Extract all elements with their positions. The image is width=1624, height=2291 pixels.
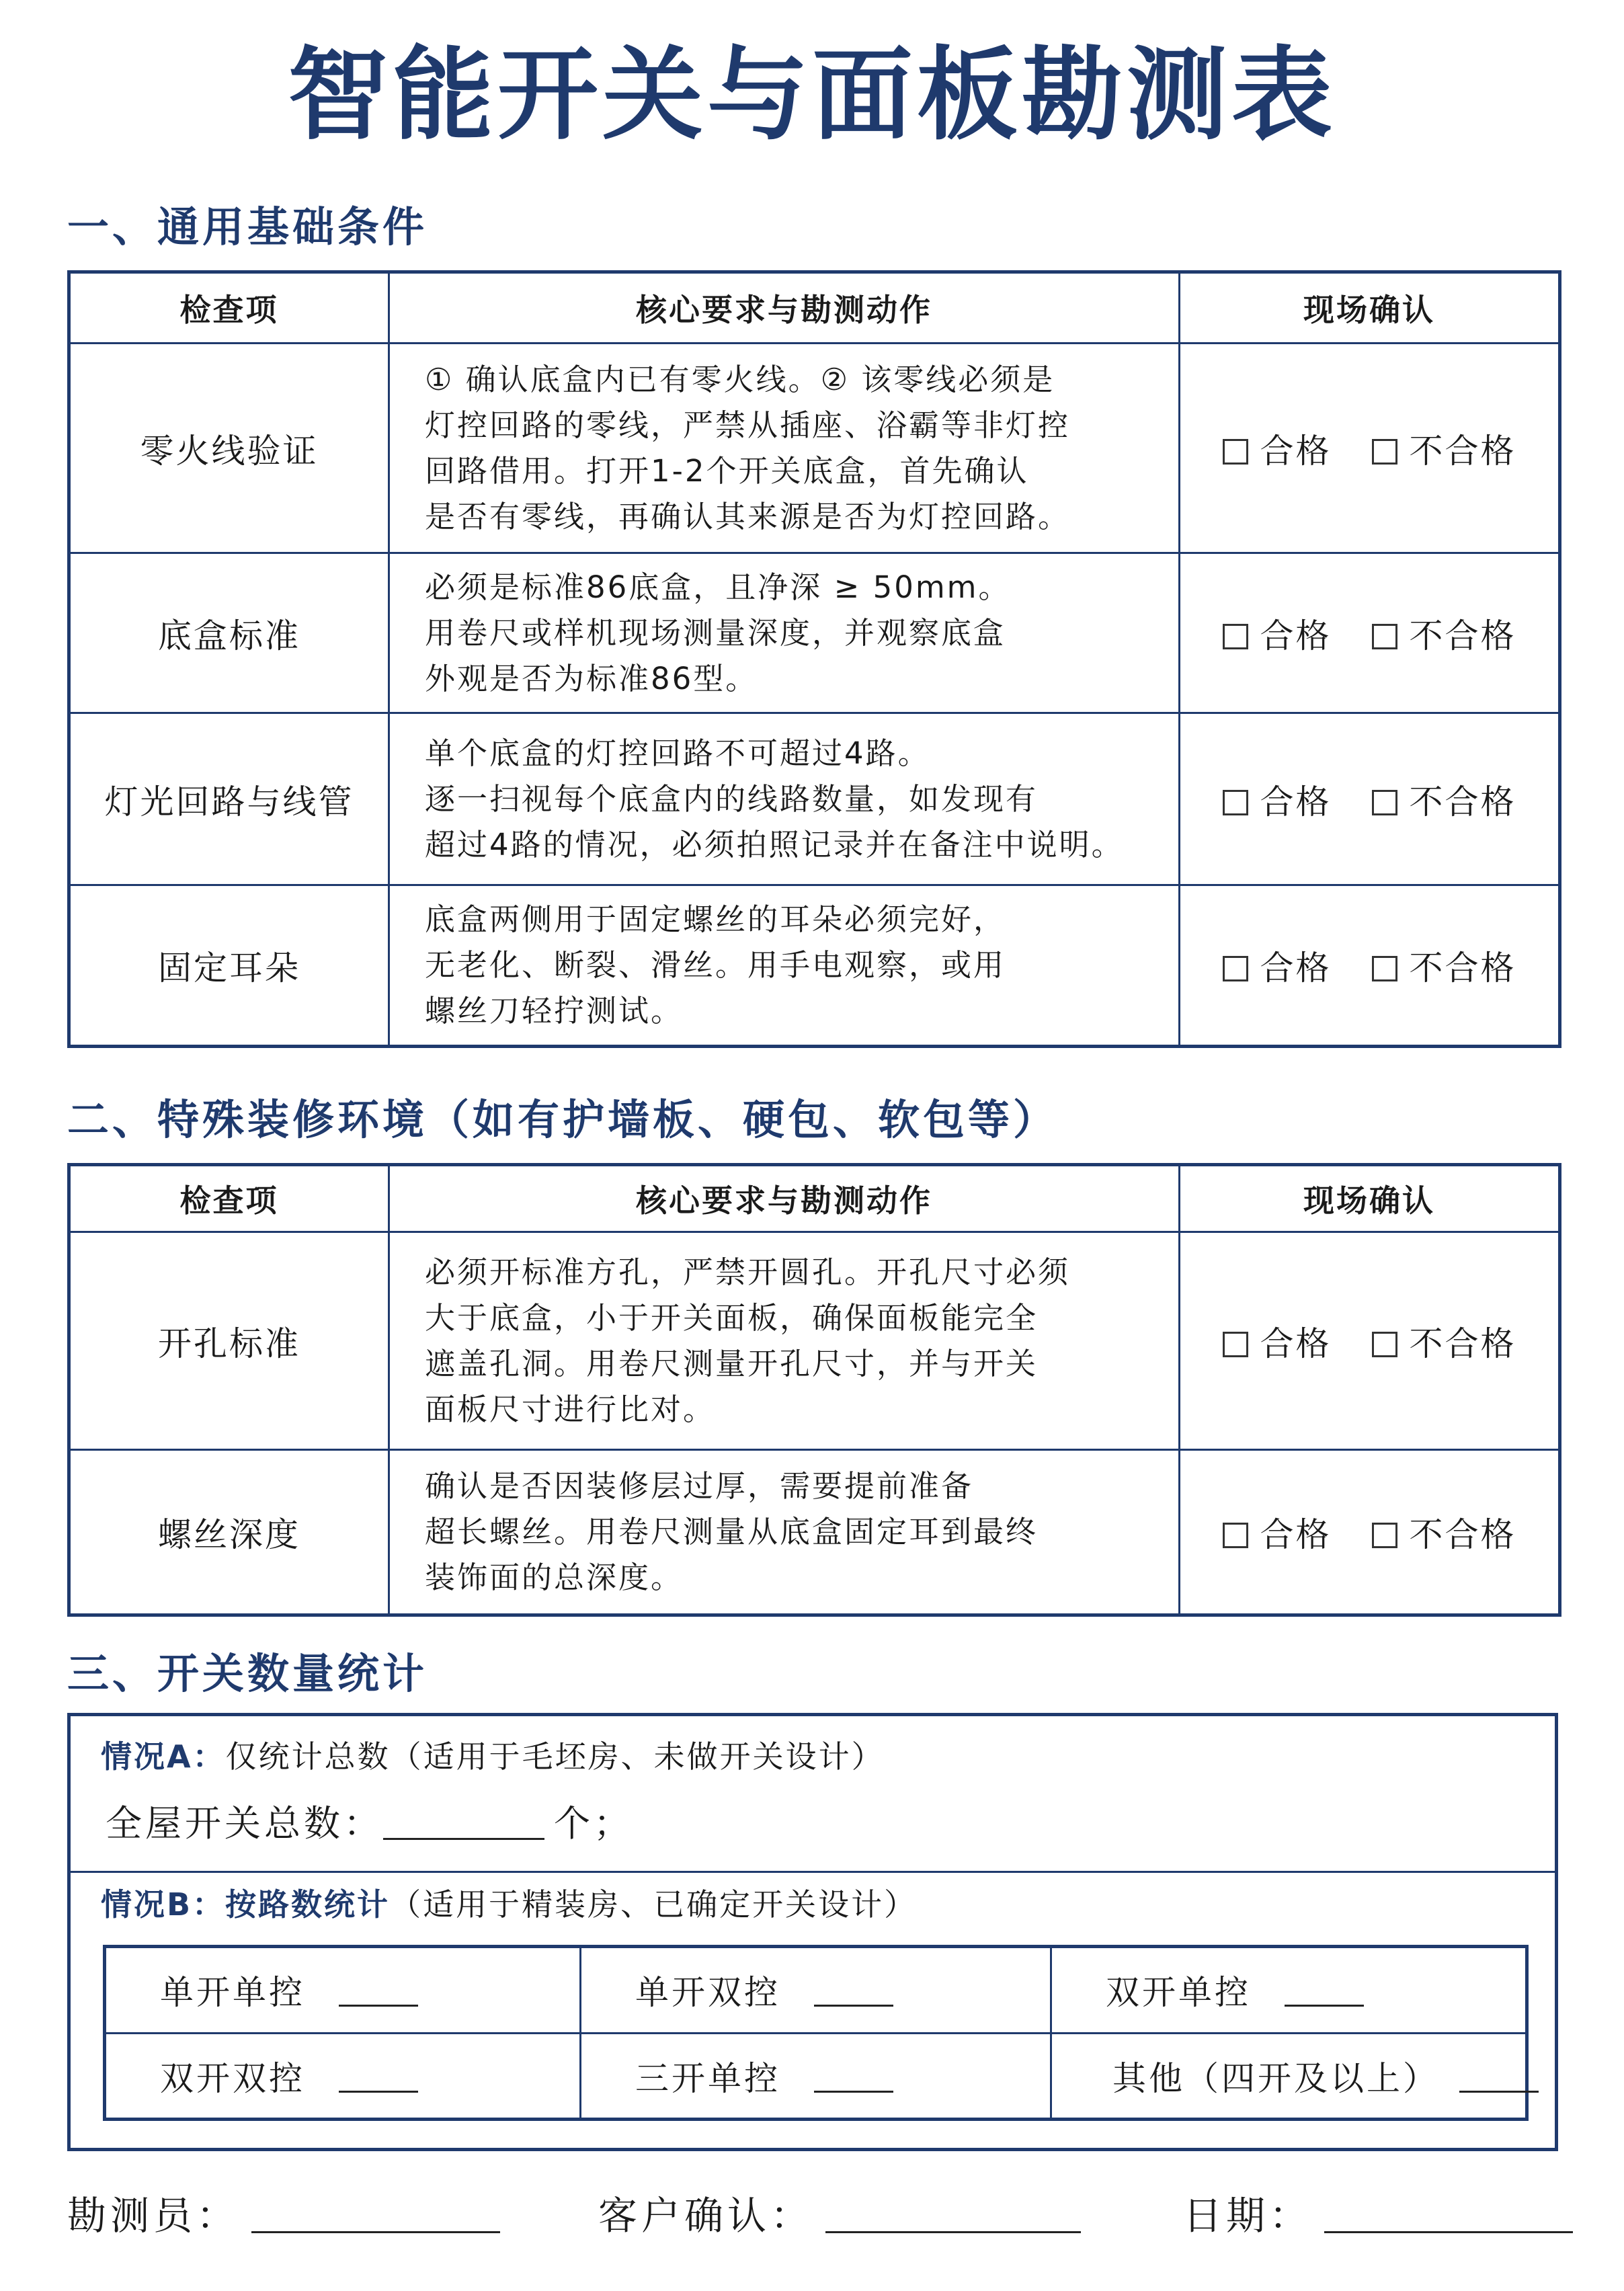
case-a-text: 仅统计总数（适用于毛坯房、未做开关设计） bbox=[225, 1738, 885, 1775]
header-item: 检查项 bbox=[69, 272, 389, 344]
checkbox-icon bbox=[1223, 624, 1248, 649]
section3-heading: 三、开关数量统计 bbox=[67, 1649, 428, 1698]
count-input[interactable] bbox=[1285, 2005, 1364, 2007]
count-row bbox=[105, 1947, 1527, 2034]
header-desc: 核心要求与勘测动作 bbox=[389, 272, 1180, 344]
total-count-line bbox=[106, 1800, 633, 1847]
fail-checkbox[interactable]: 不合格 bbox=[1372, 1317, 1516, 1365]
count-cell: 双开双控 bbox=[105, 2033, 581, 2120]
count-input[interactable] bbox=[1459, 2091, 1539, 2093]
checkbox-icon bbox=[1223, 956, 1248, 981]
count-cell: 三开单控 bbox=[581, 2033, 1051, 2120]
check-item: 螺丝深度 bbox=[69, 1450, 389, 1615]
checkbox-icon bbox=[1372, 624, 1397, 649]
pass-checkbox[interactable]: 合格 bbox=[1223, 1508, 1332, 1556]
count-input[interactable] bbox=[814, 2091, 893, 2093]
fail-checkbox[interactable]: 不合格 bbox=[1372, 1508, 1516, 1556]
date-input[interactable] bbox=[1324, 2231, 1573, 2233]
total-count-input[interactable] bbox=[383, 1838, 544, 1840]
table-row bbox=[69, 553, 1560, 713]
checkbox-icon bbox=[1372, 790, 1397, 815]
total-count-suffix: 个； bbox=[554, 1802, 633, 1845]
surveyor-input[interactable] bbox=[251, 2231, 500, 2233]
count-input[interactable] bbox=[339, 2005, 418, 2007]
pass-checkbox[interactable]: 合格 bbox=[1223, 775, 1332, 823]
count-cell: 单开单控 bbox=[105, 1947, 581, 2034]
header-confirm: 现场确认 bbox=[1180, 272, 1560, 344]
checkbox-icon bbox=[1372, 439, 1397, 465]
checkbox-icon bbox=[1223, 439, 1248, 465]
checkbox-icon bbox=[1372, 1523, 1397, 1548]
checkbox-icon bbox=[1223, 1332, 1248, 1357]
pass-checkbox[interactable]: 合格 bbox=[1223, 424, 1332, 473]
requirement-text: 必须是标准86底盒，且净深 ≥ 50mm。 用卷尺或样机现场测量深度，并观察底盒 外观是否为标准86型。 bbox=[389, 553, 1180, 713]
requirement-text: ① 确认底盒内已有零火线。② 该零线必须是 灯控回路的零线，严禁从插座、浴霸等非灯控 回路借用。打开1-2个开关底盒，首先确认 是否有零线，再确认其来源是否为灯控回路。 bbox=[389, 344, 1180, 553]
section1-heading: 一、通用基础条件 bbox=[67, 202, 428, 251]
count-cell: 其他（四开及以上） bbox=[1051, 2033, 1527, 2120]
confirm-cell bbox=[1180, 1450, 1560, 1615]
table-row bbox=[69, 885, 1560, 1047]
case-a-label: 情况A： bbox=[101, 1738, 226, 1775]
pass-checkbox[interactable]: 合格 bbox=[1223, 1317, 1332, 1365]
requirement-text: 单个底盒的灯控回路不可超过4路。 逐一扫视每个底盒内的线路数量，如发现有 超过4路的情况，必须拍照记录并在备注中说明。 bbox=[389, 713, 1180, 885]
checkbox-icon bbox=[1372, 956, 1397, 981]
case-a-panel bbox=[71, 1716, 1555, 1873]
fail-checkbox[interactable]: 不合格 bbox=[1372, 775, 1516, 823]
table-row bbox=[69, 1450, 1560, 1615]
confirm-cell bbox=[1180, 553, 1560, 713]
requirement-text: 必须开标准方孔，严禁开圆孔。开孔尺寸必须 大于底盒，小于开关面板，确保面板能完全 遮盖孔洞。用卷尺测量开孔尺寸，并与开关 面板尺寸进行比对。 bbox=[389, 1232, 1180, 1450]
case-b-text: （适用于精装房、已确定开关设计） bbox=[390, 1886, 918, 1923]
requirement-text: 底盒两侧用于固定螺丝的耳朵必须完好， 无老化、断裂、滑丝。用手电观察，或用 螺丝刀轻拧测试。 bbox=[389, 885, 1180, 1047]
fail-checkbox[interactable]: 不合格 bbox=[1372, 941, 1516, 990]
count-cell: 双开单控 bbox=[1051, 1947, 1527, 2034]
header-confirm: 现场确认 bbox=[1180, 1165, 1560, 1232]
date-field: 日期： bbox=[1183, 2189, 1573, 2243]
header-item: 检查项 bbox=[69, 1165, 389, 1232]
case-a-description bbox=[101, 1736, 885, 1777]
check-item: 固定耳朵 bbox=[69, 885, 389, 1047]
count-cell: 单开双控 bbox=[581, 1947, 1051, 2034]
table-row bbox=[69, 713, 1560, 885]
checkbox-icon bbox=[1223, 1523, 1248, 1548]
confirm-cell bbox=[1180, 885, 1560, 1047]
case-b-label: 情况B：按路数统计 bbox=[101, 1886, 391, 1923]
pass-checkbox[interactable]: 合格 bbox=[1223, 609, 1332, 657]
requirement-text: 确认是否因装修层过厚，需要提前准备 超长螺丝。用卷尺测量从底盒固定耳到最终 装饰面的总深度。 bbox=[389, 1450, 1180, 1615]
fail-checkbox[interactable]: 不合格 bbox=[1372, 609, 1516, 657]
customer-signature: 客户确认： bbox=[598, 2189, 1081, 2243]
header-desc: 核心要求与勘测动作 bbox=[389, 1165, 1180, 1232]
section2-heading: 二、特殊装修环境（如有护墙板、硬包、软包等） bbox=[67, 1095, 1059, 1144]
case-b-description bbox=[101, 1884, 917, 1925]
check-item: 开孔标准 bbox=[69, 1232, 389, 1450]
count-row bbox=[105, 2033, 1527, 2120]
pass-checkbox[interactable]: 合格 bbox=[1223, 941, 1332, 990]
table-header-row bbox=[69, 1165, 1560, 1232]
checkbox-icon bbox=[1372, 1332, 1397, 1357]
check-item: 底盒标准 bbox=[69, 553, 389, 713]
customer-input[interactable] bbox=[825, 2231, 1081, 2233]
page-title: 智能开关与面板勘测表 bbox=[287, 37, 1336, 154]
check-item: 灯光回路与线管 bbox=[69, 713, 389, 885]
confirm-cell bbox=[1180, 344, 1560, 553]
switch-count-table bbox=[103, 1945, 1529, 2121]
confirm-cell bbox=[1180, 1232, 1560, 1450]
count-input[interactable] bbox=[814, 2005, 893, 2007]
table-row bbox=[69, 1232, 1560, 1450]
table-header-row bbox=[69, 272, 1560, 344]
count-input[interactable] bbox=[339, 2091, 418, 2093]
check-item: 零火线验证 bbox=[69, 344, 389, 553]
confirm-cell bbox=[1180, 713, 1560, 885]
fail-checkbox[interactable]: 不合格 bbox=[1372, 424, 1516, 473]
checkbox-icon bbox=[1223, 790, 1248, 815]
section2-table bbox=[67, 1163, 1561, 1617]
table-row bbox=[69, 344, 1560, 553]
total-count-label: 全屋开关总数： bbox=[106, 1802, 383, 1845]
switch-count-box bbox=[67, 1713, 1558, 2151]
signature-row bbox=[67, 2189, 1558, 2243]
section1-table bbox=[67, 270, 1561, 1048]
surveyor-signature: 勘测员： bbox=[67, 2189, 500, 2243]
